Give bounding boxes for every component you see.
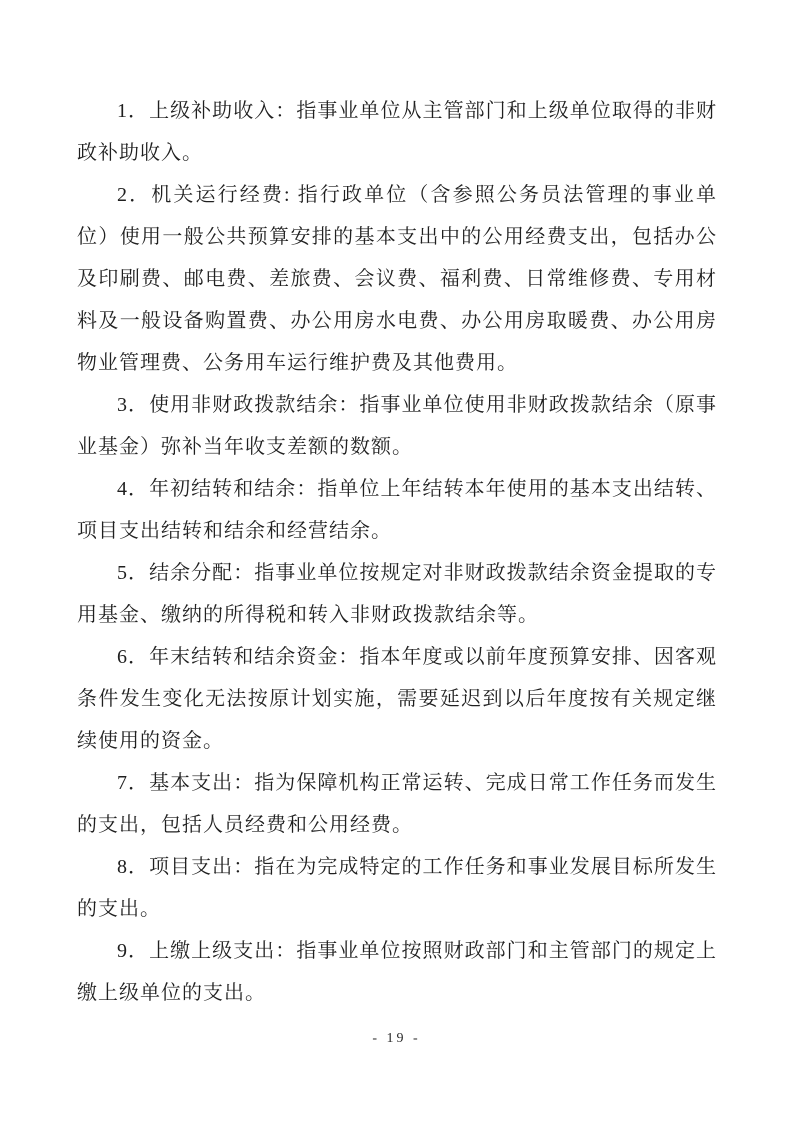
definition-paragraph-5: 5．结余分配：指事业单位按规定对非财政拨款结余资金提取的专用基金、缴纳的所得税和转入非财政拨款结余等。 [77,562,717,626]
definition-paragraph-8: 8．项目支出：指在为完成特定的工作任务和事业发展目标所发生的支出。 [77,856,717,920]
definition-paragraph-3: 3．使用非财政拨款结余：指事业单位使用非财政拨款结余（原事业基金）弥补当年收支差额的数额。 [77,394,717,458]
definition-paragraph-6: 6．年末结转和结余资金：指本年度或以前年度预算安排、因客观条件发生变化无法按原计划实施，需要延迟到以后年度按有关规定继续使用的资金。 [77,646,717,752]
definition-paragraph-9: 9．上缴上级支出：指事业单位按照财政部门和主管部门的规定上缴上级单位的支出。 [77,940,717,1004]
definition-paragraph-4: 4．年初结转和结余：指单位上年结转本年使用的基本支出结转、项目支出结转和结余和经营结余。 [77,478,717,542]
definition-paragraph-7: 7．基本支出：指为保障机构正常运转、完成日常工作任务而发生的支出，包括人员经费和公用经费。 [77,772,717,836]
definition-paragraph-2: 2．机关运行经费: 指行政单位（含参照公务员法管理的事业单位）使用一般公共预算安排的基本支出中的公用经费支出，包括办公及印刷费、邮电费、差旅费、会议费、福利费、日常维修费、专用材料及一般设备购置费、办公用房水电费、办公用房取暖费、办公用房物业管理费、公务用车运行维护费及其他费用。 [77,184,717,374]
document-body [77,90,717,1014]
definition-paragraph-1: 1．上级补助收入：指事业单位从主管部门和上级单位取得的非财政补助收入。 [77,100,717,164]
page-number: - 19 - [372,1031,421,1046]
